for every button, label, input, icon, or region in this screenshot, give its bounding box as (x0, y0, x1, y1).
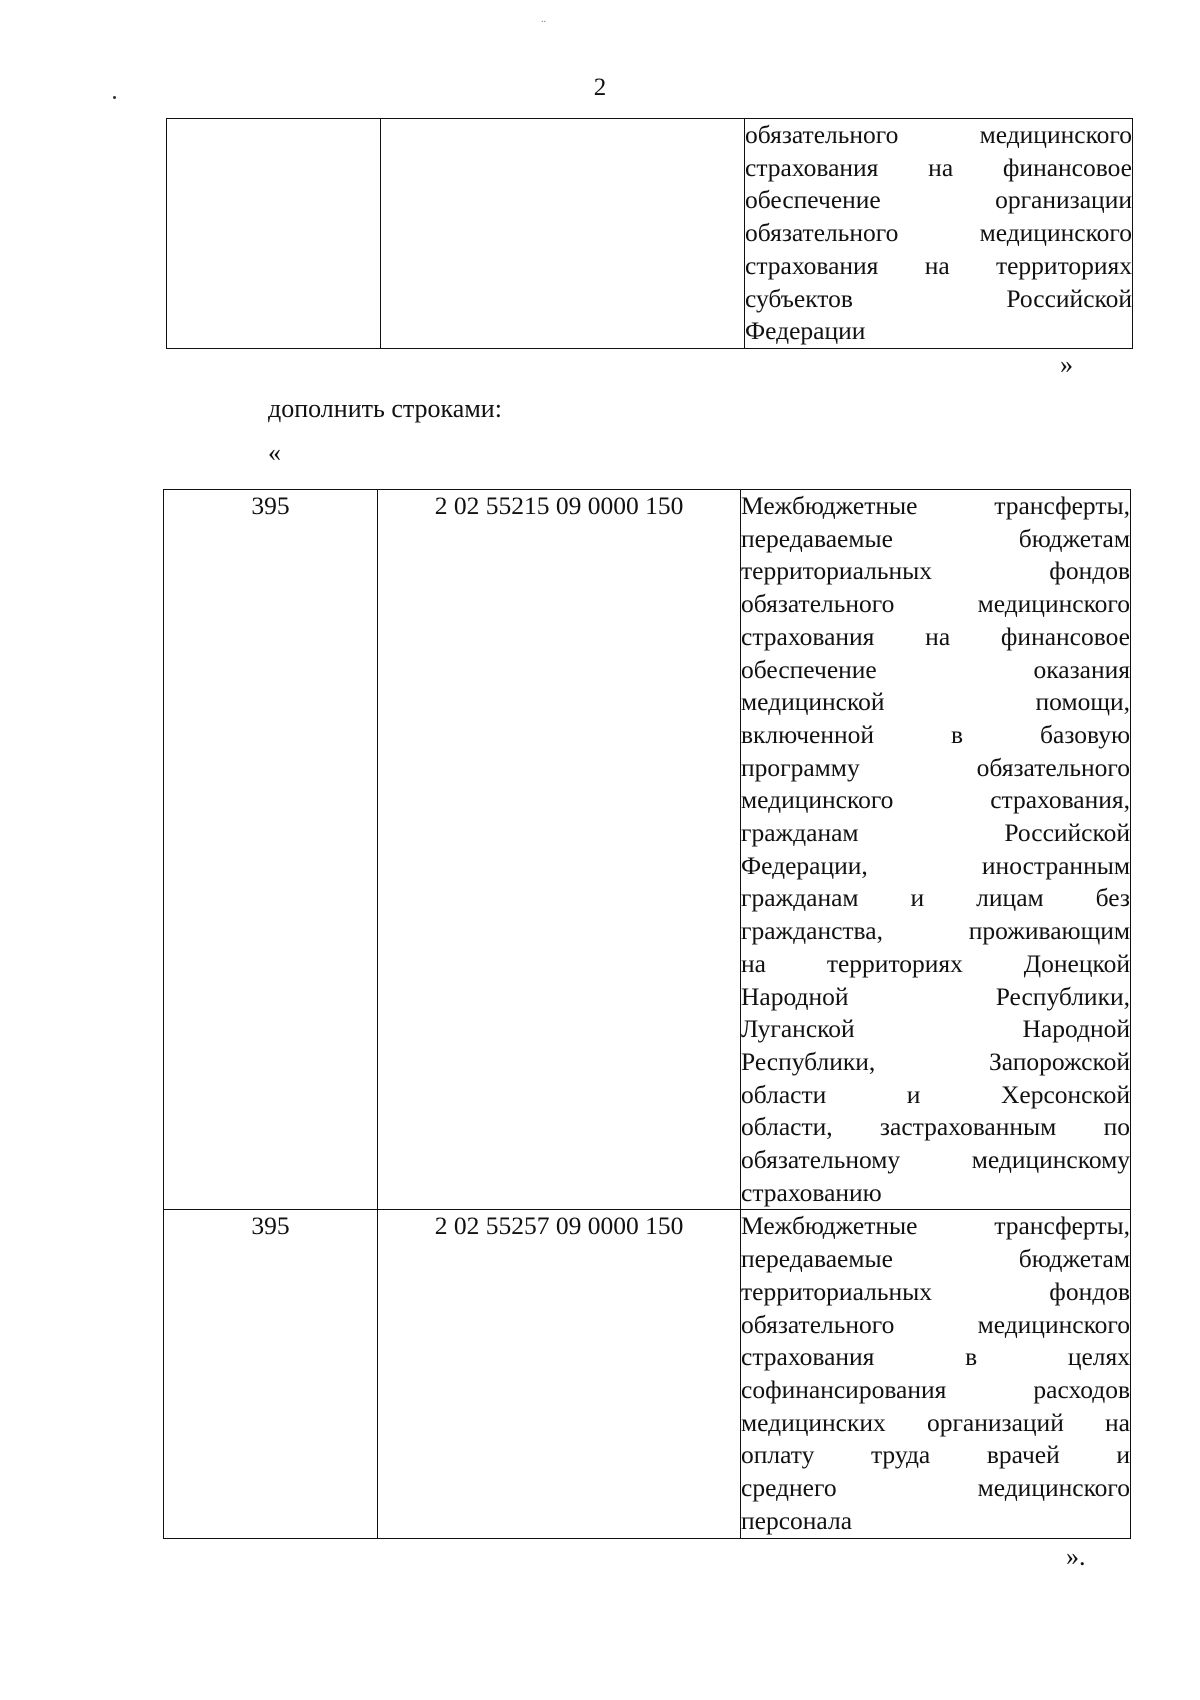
name-text-line: области и Херсонской (741, 1079, 1130, 1109)
cell-revenue-name (741, 1210, 1131, 1538)
cell-revenue-name (745, 119, 1133, 349)
name-text-line: Межбюджетные трансферты, (741, 1211, 1130, 1241)
name-text-line: обеспечение оказания (741, 654, 1130, 684)
name-text-line: персонала (741, 1505, 853, 1535)
cell-revenue-code: 2 02 55215 09 0000 150 (378, 490, 741, 1210)
name-text-line: обязательному медицинскому (741, 1145, 1130, 1175)
name-text-line: софинансирования расходов (741, 1374, 1130, 1404)
name-text-line: страхования на финансовое (745, 152, 1132, 182)
continued-table (166, 118, 1133, 349)
name-text-line: среднего медицинского (741, 1473, 1130, 1503)
closing-quote-mark-final: ». (1066, 1542, 1086, 1571)
name-text-line: медицинского страхования, (741, 785, 1130, 815)
name-text-line: медицинской помощи, (741, 687, 1130, 717)
name-text-line: передаваемые бюджетам (741, 523, 1130, 553)
supplement-instruction: дополнить строками: (268, 394, 502, 423)
cell-revenue-name (741, 490, 1131, 1210)
added-rows-table (163, 489, 1131, 1539)
name-text-line: страхованию (741, 1177, 882, 1207)
name-text-line: медицинских организаций на (741, 1407, 1130, 1437)
name-text-line: страхования на территориях (745, 250, 1132, 280)
name-text-line: гражданам Российской (741, 818, 1130, 848)
name-text-line: страхования в целях (741, 1342, 1130, 1372)
name-text-line: территориальных фондов (741, 556, 1130, 586)
cell-revenue-code (381, 119, 745, 349)
cell-admin-code (167, 119, 381, 349)
cell-revenue-code: 2 02 55257 09 0000 150 (378, 1210, 741, 1538)
name-text-line: обязательного медицинского (741, 589, 1130, 619)
name-text-line: оплату труда врачей и (741, 1440, 1130, 1470)
name-text-line: обеспечение организации (745, 185, 1132, 215)
name-text-line: гражданства, проживающим (741, 916, 1130, 946)
scan-artifact-mark: .. (541, 14, 546, 25)
name-text-line: Народной Республики, (741, 981, 1130, 1011)
table-row (167, 119, 1133, 349)
name-text-line: обязательного медицинского (741, 1309, 1130, 1339)
name-text-line: субъектов Российской (745, 283, 1132, 313)
opening-quote-mark: « (268, 438, 281, 467)
name-text-line: территориальных фондов (741, 1276, 1130, 1306)
cell-admin-code: 395 (164, 490, 378, 1210)
name-text-line: страхования на финансовое (741, 621, 1130, 651)
name-text-line: на территориях Донецкой (741, 948, 1130, 978)
name-text-line: программу обязательного (741, 752, 1130, 782)
name-text-line: включенной в базовую (741, 719, 1130, 749)
name-text-line: Луганской Народной (741, 1014, 1130, 1044)
table-row (164, 1210, 1131, 1538)
page-number: 2 (593, 74, 607, 101)
name-text-line: Межбюджетные трансферты, (741, 491, 1130, 520)
name-text-line: обязательного медицинского (745, 120, 1132, 149)
cell-admin-code: 395 (164, 1210, 378, 1538)
name-text-line: Республики, Запорожской (741, 1046, 1130, 1076)
name-text-line: обязательного медицинского (745, 218, 1132, 248)
name-text-line: Федерации, иностранным (741, 850, 1130, 880)
name-text-line: гражданам и лицам без (741, 883, 1130, 913)
table-row (164, 490, 1131, 1210)
closing-quote-mark: » (1060, 350, 1073, 379)
name-text-line: передаваемые бюджетам (741, 1244, 1130, 1274)
name-text-line: Федерации (745, 316, 866, 346)
name-text-line: области, застрахованным по (741, 1112, 1130, 1142)
